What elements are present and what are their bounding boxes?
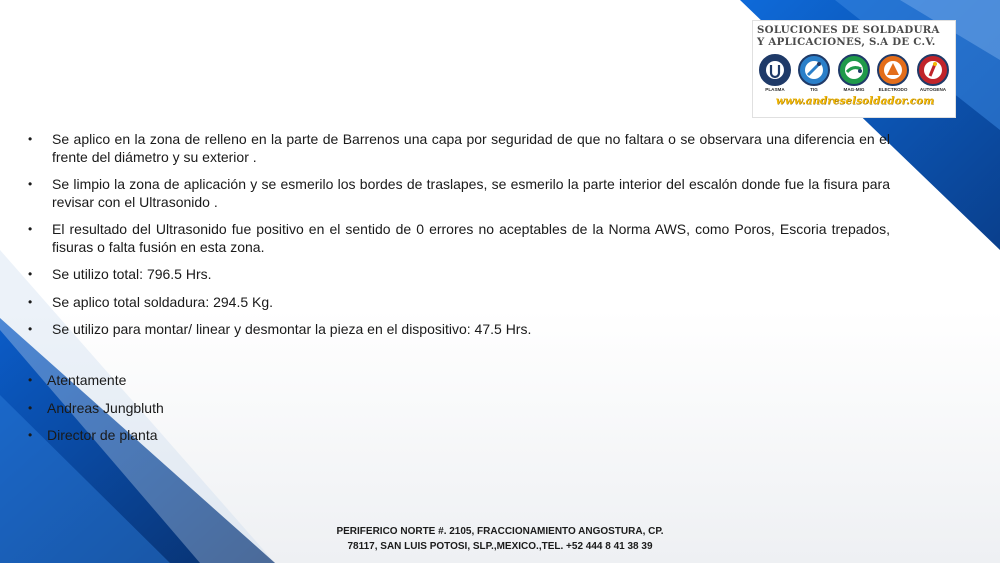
logo-title-line2: Y APLICACIONES, S.A DE C.V. — [757, 36, 936, 48]
badge-plasma — [757, 54, 793, 92]
bullet-item: • Se utilizo total: 796.5 Hrs. — [28, 266, 890, 284]
signoff-list — [28, 372, 164, 455]
company-logo — [752, 20, 956, 118]
signoff-closing: • Atentamente — [28, 372, 164, 390]
autogena-icon — [917, 54, 949, 86]
logo-title — [757, 24, 953, 48]
badge-mag-mig — [836, 54, 872, 92]
mag-mig-icon — [838, 54, 870, 86]
logo-url: www.andreselsoldador.com — [775, 95, 935, 107]
bullet-item: • Se limpio la zona de aplicación y se esmerilo los bordes de traslapes, se esmerilo la parte interior del escalón donde fue la fisura para revisar con el Ultrasonido . — [28, 176, 890, 211]
badge-autogena — [915, 54, 951, 92]
badge-label-tig: TIG — [810, 87, 818, 92]
bullet-item: • Se aplico total soldadura: 294.5 Kg. — [28, 294, 890, 312]
signoff-title: • Director de planta — [28, 427, 164, 445]
bullet-item: • Se aplico en la zona de relleno en la parte de Barrenos una capa por seguridad de que no faltara o se observara una diferencia en el frente del diámetro y su exterior . — [28, 131, 890, 166]
tig-icon — [798, 54, 830, 86]
bullet-item: • El resultado del Ultrasonido fue positivo en el sentido de 0 errores no aceptables de la Norma AWS, como Poros, Escoria trepados, fisuras o falta fusión en esta zona. — [28, 221, 890, 256]
badge-label-plasma: PLASMA — [765, 87, 785, 92]
signoff-name: • Andreas Jungbluth — [28, 400, 164, 418]
badge-electrodo — [875, 54, 911, 92]
badge-tig — [796, 54, 832, 92]
logo-title-line1: SOLUCIONES DE SOLDADURA — [757, 24, 940, 36]
badge-label-mag-mig: MAG-MIG — [843, 87, 865, 92]
plasma-icon — [759, 54, 791, 86]
bullet-list — [28, 131, 890, 349]
bullet-item: • Se utilizo para montar/ linear y desmontar la pieza en el dispositivo: 47.5 Hrs. — [28, 321, 890, 339]
electrodo-icon — [877, 54, 909, 86]
footer-line2: 78117, SAN LUIS POTOSI, SLP.,MEXICO.,TEL. +52 444 8 41 38 39 — [347, 541, 653, 552]
badge-label-electrodo: ELECTRODO — [878, 87, 908, 92]
process-badges — [755, 54, 955, 94]
footer-line1: PERIFERICO NORTE #. 2105, FRACCIONAMIENTO ANGOSTURA, CP. — [336, 526, 664, 537]
badge-label-autogena: AUTOGENA — [919, 87, 947, 92]
footer-address — [300, 524, 700, 554]
